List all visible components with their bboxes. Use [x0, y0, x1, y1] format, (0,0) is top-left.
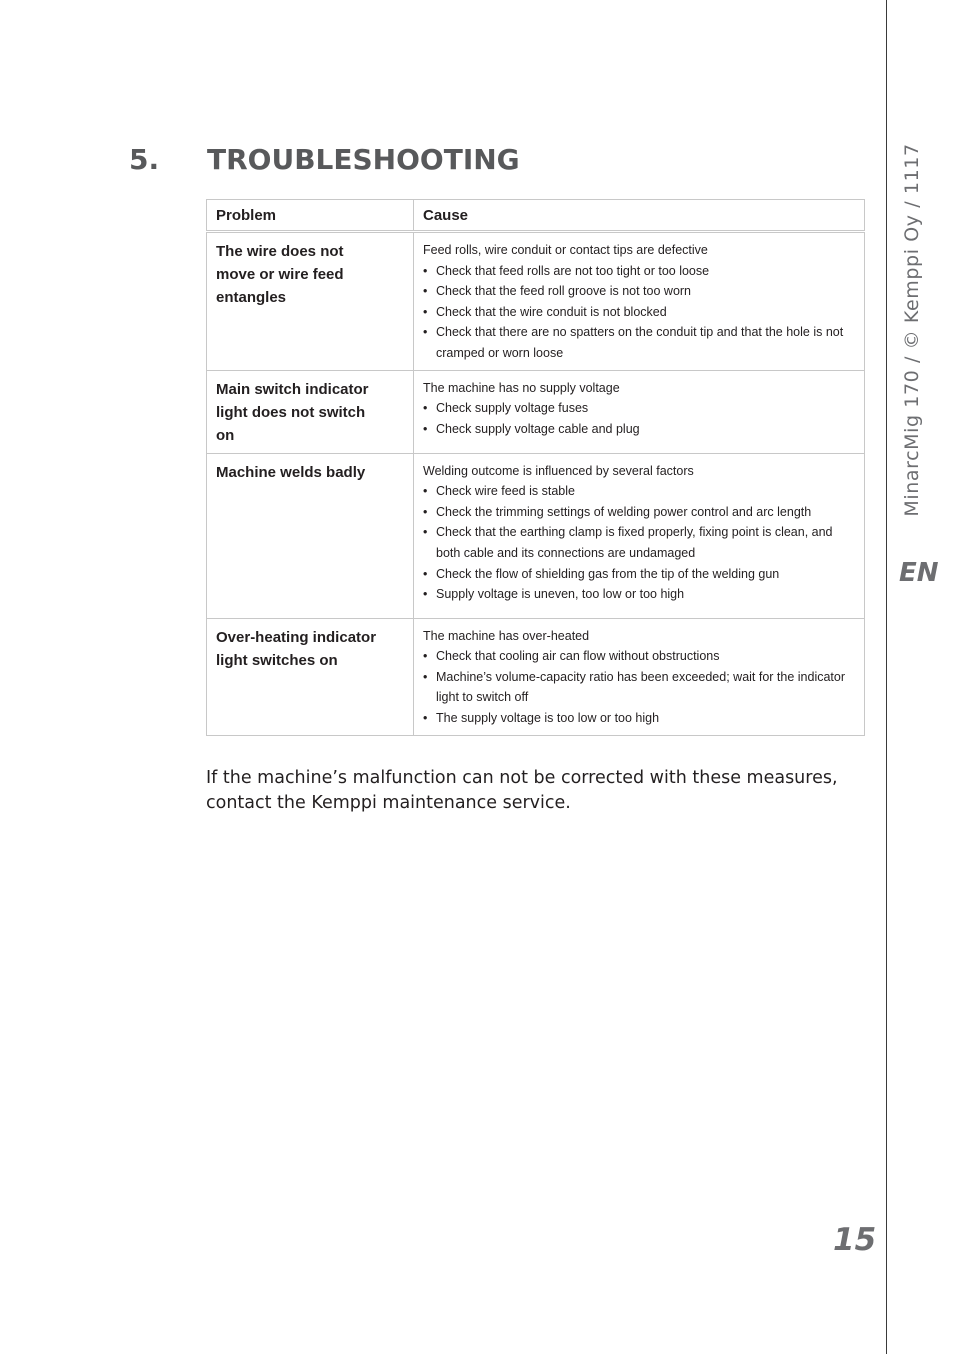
page-number: 15 — [833, 1222, 877, 1258]
list-item: • Machine’s volume-capacity ratio has been exceeded; wait for the indicator light to switch off — [423, 669, 846, 705]
cause-cell — [414, 618, 865, 735]
problem-cell: Machine welds badly — [207, 453, 414, 618]
check-list — [423, 398, 858, 439]
cause-cell — [414, 453, 865, 618]
document-running-title: MinarcMig 170 / © Kemppi Oy / 1117 — [901, 143, 923, 517]
cause-column-header: Cause — [414, 200, 865, 232]
margin-rule — [886, 0, 887, 1354]
list-item: • Check the trimming settings of welding power control and arc length — [423, 504, 812, 519]
table-row — [207, 232, 865, 371]
list-item: • Check wire feed is stable — [423, 484, 575, 499]
problem-cell: Main switch indicator light does not switch on — [207, 370, 414, 453]
problem-cell: Over-heating indicator light switches on — [207, 618, 414, 735]
list-item: • Check that the feed roll groove is not too worn — [423, 284, 692, 299]
problem-column-header: Problem — [207, 200, 414, 232]
table-row — [207, 453, 865, 618]
list-item: • The supply voltage is too low or too high — [423, 710, 660, 725]
table-header-row — [207, 200, 865, 232]
table-row — [207, 370, 865, 453]
section-heading — [129, 143, 520, 176]
problem-cell: The wire does not move or wire feed entangles — [207, 232, 414, 371]
list-item: • Check that there are no spatters on the conduit tip and that the hole is not cramped or worn loose — [423, 325, 844, 360]
list-item: • Check that the earthing clamp is fixed properly, fixing point is clean, and both cable and its connections are undamaged — [423, 525, 833, 560]
section-title: TROUBLESHOOTING — [207, 143, 520, 176]
table-row — [207, 618, 865, 735]
cause-intro: The machine has over-heated — [423, 628, 590, 643]
list-item: • Check that the wire conduit is not blocked — [423, 304, 667, 319]
list-item: • Check supply voltage fuses — [423, 401, 589, 416]
check-list — [423, 481, 858, 605]
list-item: • Check the flow of shielding gas from the tip of the welding gun — [423, 566, 780, 581]
troubleshooting-table — [206, 199, 865, 736]
cause-intro: The machine has no supply voltage — [423, 380, 620, 395]
cause-intro: Welding outcome is influenced by several factors — [423, 463, 694, 478]
cause-cell — [414, 370, 865, 453]
section-number: 5. — [129, 143, 160, 176]
check-list — [423, 261, 858, 364]
list-item: • Check supply voltage cable and plug — [423, 421, 640, 436]
list-item: • Check that cooling air can flow without obstructions — [423, 649, 720, 664]
cause-cell — [414, 232, 865, 371]
language-label: EN — [899, 558, 939, 588]
cause-intro: Feed rolls, wire conduit or contact tips are defective — [423, 243, 708, 257]
list-item: • Check that feed rolls are not too tight or too loose — [423, 263, 710, 278]
check-list — [423, 646, 858, 728]
list-item: • Supply voltage is uneven, too low or too high — [423, 587, 685, 602]
maintenance-note: If the machine’s malfunction can not be corrected with these measures, contact the Kemppi maintenance service. — [206, 767, 838, 813]
